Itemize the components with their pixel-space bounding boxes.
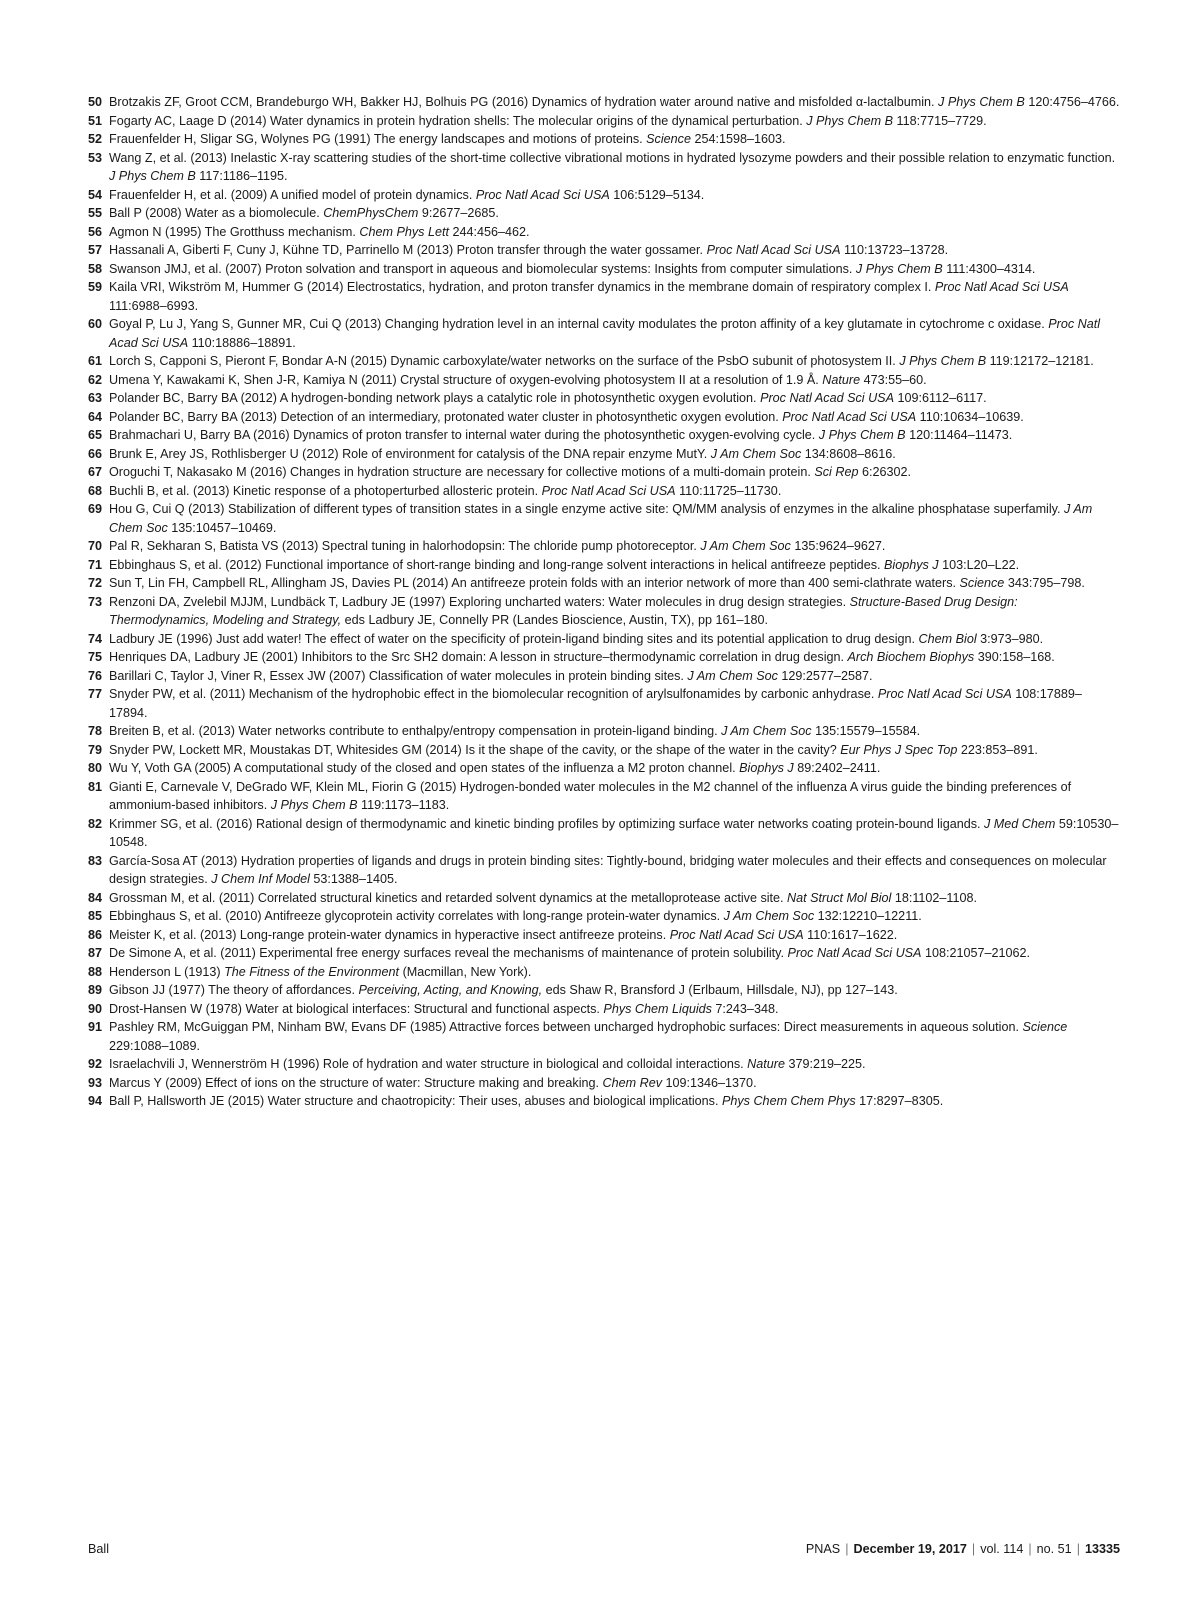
reference-number: 76 — [88, 668, 103, 683]
reference-text — [109, 648, 1120, 667]
reference-text — [109, 759, 1120, 778]
reference-journal: J Phys Chem B — [270, 798, 358, 812]
reference-number: 66 — [88, 446, 103, 461]
reference-number: 81 — [88, 779, 103, 794]
reference-volume-pages: 120:11464–11473. — [909, 428, 1013, 442]
reference-item — [88, 408, 1120, 427]
reference-item — [88, 889, 1120, 908]
reference-item — [88, 556, 1120, 575]
reference-item — [88, 500, 1120, 537]
reference-item — [88, 685, 1120, 722]
reference-journal: Proc Natl Acad Sci USA — [669, 927, 804, 942]
reference-volume-pages: 132:12210–12211. — [817, 909, 922, 923]
reference-citation: Ball P, Hallsworth JE (2015) Water structure and chaotropicity: Their uses, abuses and biological implications. — [109, 1094, 719, 1108]
reference-item — [88, 574, 1120, 593]
reference-number: 74 — [88, 631, 103, 646]
reference-number: 94 — [88, 1094, 103, 1108]
reference-journal: Chem Phys Lett — [359, 224, 449, 239]
reference-journal: Proc Natl Acad Sci USA — [782, 409, 917, 424]
footer-issue: no. 51 — [1036, 1542, 1072, 1556]
reference-journal: J Am Chem Soc — [710, 446, 802, 461]
reference-item — [88, 1074, 1120, 1093]
reference-citation: Pal R, Sekharan S, Batista VS (2013) Spectral tuning in halorhodopsin: The chloride pump photoreceptor. — [109, 539, 697, 553]
reference-item — [88, 907, 1120, 926]
reference-citation: Drost-Hansen W (1978) Water at biological interfaces: Structural and functional aspects. — [109, 1001, 600, 1016]
reference-number: 65 — [88, 428, 103, 442]
reference-volume-pages: 229:1088–1089. — [109, 1038, 201, 1053]
reference-citation: Frauenfelder H, et al. (2009) A unified model of protein dynamics. — [109, 187, 473, 202]
reference-journal: Proc Natl Acad Sci USA — [760, 391, 894, 405]
reference-item — [88, 778, 1120, 815]
reference-item — [88, 722, 1120, 741]
reference-item — [88, 112, 1120, 131]
reference-item — [88, 815, 1120, 852]
reference-text — [109, 722, 1120, 741]
reference-citation: Brahmachari U, Barry BA (2016) Dynamics of proton transfer to internal water during the photosynthetic oxygen-evolving cycle. — [109, 428, 816, 442]
reference-journal: J Chem Inf Model — [211, 872, 310, 886]
reference-number: 59 — [88, 280, 103, 294]
reference-citation: Oroguchi T, Nakasako M (2016) Changes in hydration structure are necessary for collective motions of a multi-domain protein. — [109, 465, 811, 479]
reference-volume-pages: 117:1186–1195. — [199, 169, 288, 183]
reference-volume-pages: 108:17889–17894. — [109, 687, 1082, 720]
reference-citation: Henriques DA, Ladbury JE (2001) Inhibitors to the Src SH2 domain: A lesson in structure–thermodynamic correlation in drug design. — [109, 650, 845, 664]
reference-journal: Chem Biol — [918, 631, 977, 646]
reference-number: 78 — [88, 724, 103, 738]
reference-citation: Brotzakis ZF, Groot CCM, Brandeburgo WH, Bakker HJ, Bolhuis PG (2016) Dynamics of hydration water around native and misfolded α-lactalbumin. — [109, 95, 935, 109]
reference-journal: Phys Chem Chem Phys — [721, 1094, 856, 1108]
reference-number: 88 — [88, 964, 103, 979]
reference-text — [109, 500, 1120, 537]
reference-journal: Nat Struct Mol Biol — [787, 890, 892, 905]
reference-citation: Barillari C, Taylor J, Viner R, Essex JW (2007) Classification of water molecules in protein binding sites. — [109, 668, 684, 683]
reference-journal: Nature — [747, 1057, 785, 1071]
reference-volume-pages: 473:55–60. — [863, 372, 927, 387]
reference-volume-pages: 59:10530–10548. — [109, 816, 1119, 849]
reference-journal: Perceiving, Acting, and Knowing, — [358, 983, 543, 997]
footer-separator: | — [971, 1542, 976, 1556]
reference-journal: Proc Natl Acad Sci USA — [877, 687, 1012, 701]
reference-text — [109, 352, 1120, 371]
reference-item — [88, 463, 1120, 482]
reference-volume-pages: eds Shaw R, Bransford J (Erlbaum, Hillsdale, NJ), pp 127–143. — [545, 983, 898, 997]
reference-text — [109, 981, 1120, 1000]
reference-item — [88, 241, 1120, 260]
reference-volume-pages: 223:853–891. — [960, 742, 1038, 757]
footer-date: December 19, 2017 — [853, 1542, 967, 1556]
reference-number: 67 — [88, 465, 103, 479]
reference-item — [88, 426, 1120, 445]
reference-number: 55 — [88, 206, 103, 220]
reference-volume-pages: 110:13723–13728. — [843, 243, 949, 257]
reference-volume-pages: 110:10634–10639. — [919, 409, 1024, 424]
reference-text — [109, 315, 1120, 352]
reference-citation: Sun T, Lin FH, Campbell RL, Allingham JS, Davies PL (2014) An antifreeze protein folds with an interior network of more than 400 semi-clathrate waters. — [109, 576, 956, 590]
reference-volume-pages: 343:795–798. — [1007, 576, 1085, 590]
reference-text — [109, 1000, 1120, 1019]
reference-journal: Eur Phys J Spec Top — [840, 742, 958, 757]
reference-citation: García-Sosa AT (2013) Hydration properties of ligands and drugs in protein binding sites: Tightly-bound, bridging water molecules and their effects and consequences on molecular design strategies. — [109, 853, 1107, 886]
reference-number: 62 — [88, 372, 103, 387]
footer-volume: vol. 114 — [980, 1542, 1024, 1556]
reference-citation: Brunk E, Arey JS, Rothlisberger U (2012) Role of environment for catalysis of the DNA repair enzyme MutY. — [109, 446, 708, 461]
reference-citation: Kaila VRI, Wikström M, Hummer G (2014) Electrostatics, hydration, and proton transfer dynamics in the membrane domain of respiratory complex I. — [109, 280, 932, 294]
reference-volume-pages: 9:2677–2685. — [421, 206, 499, 220]
reference-volume-pages: 6:26302. — [861, 465, 911, 479]
reference-citation: Krimmer SG, et al. (2016) Rational design of thermodynamic and kinetic binding profiles by optimizing surface water networks coating protein-bound ligands. — [109, 816, 981, 831]
reference-citation: Breiten B, et al. (2013) Water networks contribute to enthalpy/entropy compensation in protein-ligand binding. — [109, 724, 718, 738]
reference-journal: Proc Natl Acad Sci USA — [475, 187, 610, 202]
reference-number: 60 — [88, 317, 103, 331]
reference-text — [109, 537, 1120, 556]
reference-volume-pages: 390:158–168. — [977, 650, 1055, 664]
reference-volume-pages: 129:2577–2587. — [781, 668, 873, 683]
reference-item — [88, 130, 1120, 149]
reference-citation: Ebbinghaus S, et al. (2010) Antifreeze glycoprotein activity correlates with long-range protein-water dynamics. — [109, 909, 721, 923]
reference-volume-pages: 254:1598–1603. — [694, 132, 786, 146]
reference-citation: Snyder PW, et al. (2011) Mechanism of the hydrophobic effect in the biomolecular recognition of arylsulfonamides by carbonic anhydrase. — [109, 687, 875, 701]
reference-volume-pages: (Macmillan, New York). — [402, 964, 532, 979]
reference-volume-pages: 18:1102–1108. — [894, 890, 978, 905]
reference-number: 61 — [88, 354, 103, 368]
reference-number: 58 — [88, 261, 103, 276]
footer-separator: | — [1076, 1542, 1080, 1556]
reference-citation: Wang Z, et al. (2013) Inelastic X-ray scattering studies of the short-time collective vibrational motions in hydrated lysozyme powders and their possible relation to enzymatic function. — [109, 150, 1116, 165]
reference-journal: Proc Natl Acad Sci USA — [541, 483, 676, 498]
reference-journal: Proc Natl Acad Sci USA — [787, 946, 922, 960]
reference-volume-pages: 103:L20–L22. — [942, 557, 1020, 572]
reference-text — [109, 241, 1120, 260]
reference-text — [109, 186, 1120, 205]
reference-number: 77 — [88, 687, 103, 701]
reference-journal: J Med Chem — [984, 816, 1056, 831]
reference-citation: Ball P (2008) Water as a biomolecule. — [109, 206, 320, 220]
reference-number: 56 — [88, 224, 103, 239]
reference-citation: Gianti E, Carnevale V, DeGrado WF, Klein ML, Fiorin G (2015) Hydrogen-bonded water molecules in the M2 channel of the influenza A virus guide the binding preferences of ammonium-based inhibitors. — [109, 779, 1072, 812]
reference-number: 75 — [88, 650, 103, 664]
reference-journal: Chem Rev — [602, 1075, 663, 1090]
reference-number: 82 — [88, 816, 103, 831]
reference-journal: J Am Chem Soc — [109, 502, 1093, 535]
reference-citation: Fogarty AC, Laage D (2014) Water dynamics in protein hydration shells: The molecular origins of the dynamical perturbation. — [109, 113, 803, 128]
reference-text — [109, 944, 1120, 963]
reference-volume-pages: 109:6112–6117. — [897, 391, 987, 405]
reference-text — [109, 1055, 1120, 1074]
reference-citation: Lorch S, Capponi S, Pieront F, Bondar A-N (2015) Dynamic carboxylate/water networks on the surface of the PsbO subunit of photosystem II. — [109, 354, 896, 368]
reference-item — [88, 741, 1120, 760]
reference-journal: Sci Rep — [814, 465, 859, 479]
reference-volume-pages: 134:8608–8616. — [804, 446, 896, 461]
reference-number: 73 — [88, 594, 103, 609]
reference-text — [109, 1074, 1120, 1093]
reference-number: 63 — [88, 391, 103, 405]
reference-journal: Biophys J — [884, 557, 939, 572]
reference-journal: Biophys J — [739, 761, 794, 775]
reference-item — [88, 223, 1120, 242]
reference-journal: ChemPhysChem — [323, 206, 419, 220]
reference-number: 93 — [88, 1075, 103, 1090]
reference-citation: Hassanali A, Giberti F, Cuny J, Kühne TD, Parrinello M (2013) Proton transfer through the water gossamer. — [109, 243, 704, 257]
reference-citation: Buchli B, et al. (2013) Kinetic response of a photoperturbed allosteric protein. — [109, 483, 539, 498]
reference-journal: Structure-Based Drug Design: Thermodynamics, Modeling and Strategy, — [109, 594, 1018, 627]
reference-text — [109, 926, 1120, 945]
reference-citation: Henderson L (1913) — [109, 964, 221, 979]
reference-item — [88, 593, 1120, 630]
reference-number: 79 — [88, 742, 103, 757]
reference-item — [88, 1092, 1120, 1111]
reference-citation: Ladbury JE (1996) Just add water! The effect of water on the specificity of protein-ligand binding sites and its potential application to drug design. — [109, 631, 916, 646]
reference-number: 52 — [88, 132, 103, 146]
reference-journal: J Am Chem Soc — [721, 724, 812, 738]
reference-volume-pages: 135:9624–9627. — [794, 539, 886, 553]
reference-number: 89 — [88, 983, 103, 997]
reference-journal: J Am Chem Soc — [687, 668, 778, 683]
reference-text — [109, 130, 1120, 149]
reference-text — [109, 204, 1120, 223]
reference-text — [109, 408, 1120, 427]
reference-number: 90 — [88, 1001, 103, 1016]
reference-text — [109, 889, 1120, 908]
reference-number: 68 — [88, 483, 103, 498]
reference-journal: Proc Natl Acad Sci USA — [934, 280, 1069, 294]
reference-text — [109, 741, 1120, 760]
footer-separator: | — [1028, 1542, 1032, 1556]
reference-text — [109, 630, 1120, 649]
reference-citation: Goyal P, Lu J, Yang S, Gunner MR, Cui Q (2013) Changing hydration level in an internal cavity modulates the proton affinity of a key glutamate in cytochrome c oxidase. — [109, 317, 1045, 331]
footer-page-number: 13335 — [1084, 1542, 1120, 1556]
reference-journal: J Phys Chem B — [938, 95, 1025, 109]
reference-item — [88, 204, 1120, 223]
footer-separator: | — [845, 1542, 849, 1556]
reference-item — [88, 981, 1120, 1000]
reference-text — [109, 260, 1120, 279]
reference-text — [109, 112, 1120, 131]
reference-text — [109, 852, 1120, 889]
reference-citation: Snyder PW, Lockett MR, Moustakas DT, Whitesides GM (2014) Is it the shape of the cavity, or the shape of the water in the cavity? — [109, 742, 837, 757]
reference-citation: Polander BC, Barry BA (2012) A hydrogen-bonding network plays a catalytic role in photosynthetic oxygen evolution. — [109, 391, 757, 405]
reference-volume-pages: 119:12172–12181. — [989, 354, 1094, 368]
reference-citation: Gibson JJ (1977) The theory of affordances. — [109, 983, 355, 997]
reference-item — [88, 149, 1120, 186]
reference-citation: Swanson JMJ, et al. (2007) Proton solvation and transport in aqueous and biomolecular systems: Insights from computer simulations. — [109, 261, 853, 276]
reference-volume-pages: 135:10457–10469. — [171, 520, 277, 535]
reference-journal: J Am Chem Soc — [723, 909, 815, 923]
reference-citation: Marcus Y (2009) Effect of ions on the structure of water: Structure making and breaking. — [109, 1075, 600, 1090]
reference-journal: J Am Chem Soc — [700, 539, 791, 553]
reference-text — [109, 482, 1120, 501]
reference-volume-pages: 118:7715–7729. — [896, 113, 987, 128]
reference-item — [88, 445, 1120, 464]
reference-citation: Grossman M, et al. (2011) Correlated structural kinetics and retarded solvent dynamics at the metalloprotease active site. — [109, 890, 784, 905]
reference-volume-pages: 111:4300–4314. — [946, 261, 1036, 276]
reference-journal: The Fitness of the Environment — [224, 964, 400, 979]
reference-volume-pages: 7:243–348. — [715, 1001, 779, 1016]
reference-text — [109, 1092, 1120, 1111]
reference-volume-pages: 379:219–225. — [788, 1057, 866, 1071]
reference-text — [109, 815, 1120, 852]
reference-volume-pages: 111:6988–6993. — [109, 298, 199, 313]
reference-volume-pages: 17:8297–8305. — [859, 1094, 944, 1108]
reference-volume-pages: 110:1617–1622. — [807, 927, 898, 942]
reference-journal: Proc Natl Acad Sci USA — [706, 243, 841, 257]
reference-item — [88, 93, 1120, 112]
reference-item — [88, 371, 1120, 390]
page-footer — [88, 1542, 1120, 1556]
reference-citation: Wu Y, Voth GA (2005) A computational study of the closed and open states of the influenza a M2 proton channel. — [109, 761, 736, 775]
reference-volume-pages: 106:5129–5134. — [613, 187, 705, 202]
reference-journal: Arch Biochem Biophys — [847, 650, 975, 664]
reference-number: 84 — [88, 890, 103, 905]
reference-number: 69 — [88, 502, 103, 516]
reference-volume-pages: 110:11725–11730. — [679, 483, 782, 498]
footer-citation — [806, 1542, 1120, 1556]
reference-number: 64 — [88, 409, 103, 424]
reference-journal: J Phys Chem B — [806, 113, 893, 128]
reference-volume-pages: 3:973–980. — [980, 631, 1044, 646]
footer-journal: PNAS — [805, 1542, 841, 1556]
reference-text — [109, 445, 1120, 464]
reference-number: 70 — [88, 539, 103, 553]
reference-journal: Science — [646, 132, 691, 146]
reference-text — [109, 667, 1120, 686]
reference-item — [88, 944, 1120, 963]
reference-number: 57 — [88, 243, 103, 257]
reference-volume-pages: eds Ladbury JE, Connelly PR (Landes Bioscience, Austin, TX), pp 161–180. — [344, 613, 768, 627]
reference-journal: J Phys Chem B — [109, 169, 196, 183]
reference-journal: J Phys Chem B — [818, 428, 906, 442]
reference-number: 85 — [88, 909, 103, 923]
reference-number: 91 — [88, 1020, 103, 1034]
reference-item — [88, 482, 1120, 501]
reference-citation: Israelachvili J, Wennerström H (1996) Role of hydration and water structure in biological and colloidal interactions. — [109, 1057, 744, 1071]
reference-citation: Hou G, Cui Q (2013) Stabilization of different types of transition states in a single enzyme active site: QM/MM analysis of enzymes in the alkaline phosphatase superfamily. — [109, 502, 1061, 516]
reference-number: 50 — [88, 95, 103, 109]
reference-volume-pages: 119:1173–1183. — [361, 798, 450, 812]
reference-text — [109, 463, 1120, 482]
reference-text — [109, 1018, 1120, 1055]
reference-item — [88, 537, 1120, 556]
reference-number: 80 — [88, 761, 103, 775]
reference-journal: Science — [1022, 1020, 1068, 1034]
reference-text — [109, 963, 1120, 982]
reference-journal: Science — [959, 576, 1005, 590]
reference-item — [88, 186, 1120, 205]
reference-text — [109, 278, 1120, 315]
reference-item — [88, 389, 1120, 408]
reference-text — [109, 223, 1120, 242]
reference-item — [88, 260, 1120, 279]
reference-list — [88, 93, 1120, 1111]
reference-citation: Polander BC, Barry BA (2013) Detection of an intermediary, protonated water cluster in photosynthetic oxygen evolution. — [109, 409, 779, 424]
reference-volume-pages: 109:1346–1370. — [665, 1075, 757, 1090]
reference-citation: Frauenfelder H, Sligar SG, Wolynes PG (1991) The energy landscapes and motions of proteins. — [109, 132, 643, 146]
reference-number: 87 — [88, 946, 103, 960]
reference-citation: Meister K, et al. (2013) Long-range protein-water dynamics in hyperactive insect antifreeze proteins. — [109, 927, 667, 942]
reference-text — [109, 778, 1120, 815]
reference-number: 83 — [88, 853, 103, 868]
reference-citation: De Simone A, et al. (2011) Experimental free energy surfaces reveal the mechanisms of maintenance of protein solubility. — [109, 946, 785, 960]
reference-item — [88, 852, 1120, 889]
reference-text — [109, 593, 1120, 630]
reference-text — [109, 556, 1120, 575]
reference-citation: Agmon N (1995) The Grotthuss mechanism. — [109, 224, 356, 239]
reference-item — [88, 1000, 1120, 1019]
reference-text — [109, 426, 1120, 445]
reference-number: 53 — [88, 150, 103, 165]
reference-journal: J Phys Chem B — [899, 354, 987, 368]
reference-citation: Umena Y, Kawakami K, Shen J-R, Kamiya N (2011) Crystal structure of oxygen-evolving photosystem II at a resolution of 1.9 Å. — [109, 372, 819, 387]
reference-number: 71 — [88, 557, 103, 572]
reference-number: 54 — [88, 187, 103, 202]
reference-volume-pages: 89:2402–2411. — [797, 761, 881, 775]
reference-item — [88, 926, 1120, 945]
reference-volume-pages: 120:4756–4766. — [1028, 95, 1120, 109]
reference-citation: Ebbinghaus S, et al. (2012) Functional importance of short-range binding and long-range solvent interactions in helical antifreeze peptides. — [109, 557, 881, 572]
reference-item — [88, 315, 1120, 352]
reference-item — [88, 1055, 1120, 1074]
reference-citation: Renzoni DA, Zvelebil MJJM, Lundbäck T, Ladbury JE (1997) Exploring uncharted waters: Water molecules in drug design strategies. — [109, 594, 847, 609]
reference-volume-pages: 53:1388–1405. — [313, 872, 398, 886]
reference-text — [109, 371, 1120, 390]
reference-text — [109, 685, 1120, 722]
reference-journal: Nature — [822, 372, 861, 387]
reference-item — [88, 278, 1120, 315]
reference-item — [88, 1018, 1120, 1055]
reference-number: 72 — [88, 576, 103, 590]
reference-text — [109, 149, 1120, 186]
reference-number: 92 — [88, 1057, 103, 1071]
reference-item — [88, 963, 1120, 982]
reference-item — [88, 667, 1120, 686]
reference-journal: J Phys Chem B — [855, 261, 943, 276]
reference-item — [88, 648, 1120, 667]
footer-author: Ball — [88, 1542, 109, 1556]
reference-journal: Proc Natl Acad Sci USA — [109, 317, 1101, 350]
reference-volume-pages: 135:15579–15584. — [815, 724, 921, 738]
reference-volume-pages: 244:456–462. — [452, 224, 530, 239]
reference-number: 51 — [88, 113, 103, 128]
reference-text — [109, 389, 1120, 408]
reference-text — [109, 93, 1120, 112]
reference-item — [88, 630, 1120, 649]
reference-item — [88, 352, 1120, 371]
reference-journal: Phys Chem Liquids — [603, 1001, 712, 1016]
reference-text — [109, 907, 1120, 926]
reference-citation: Pashley RM, McGuiggan PM, Ninham BW, Evans DF (1985) Attractive forces between uncharged hydrophobic surfaces: Direct measurements in aqueous solution. — [109, 1020, 1019, 1034]
reference-text — [109, 574, 1120, 593]
reference-volume-pages: 110:18886–18891. — [191, 335, 296, 350]
reference-number: 86 — [88, 927, 103, 942]
reference-volume-pages: 108:21057–21062. — [924, 946, 1031, 960]
reference-item — [88, 759, 1120, 778]
